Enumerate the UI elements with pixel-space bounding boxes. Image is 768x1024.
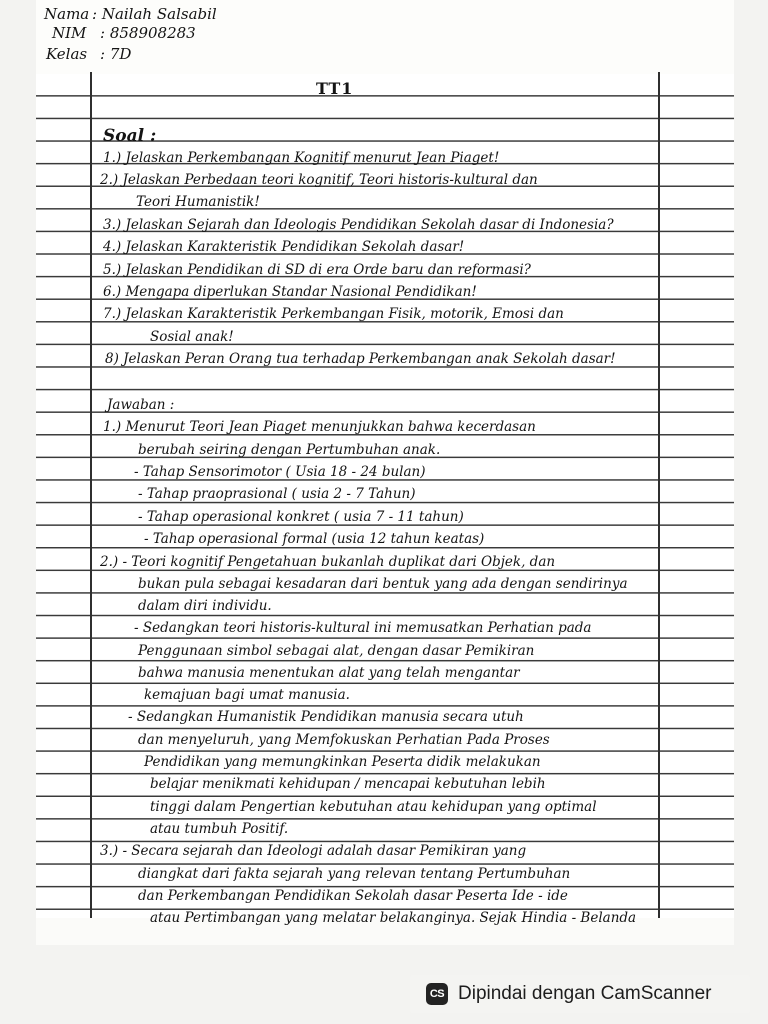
jawaban-line: tinggi dalam Pengertian kebutuhan atau kehidupan yang optimal [150,799,597,815]
jawaban-line: berubah seiring dengan Pertumbuhan anak. [138,442,441,458]
left-margin-line [90,72,92,918]
jawaban-line: - Sedangkan Humanistik Pendidikan manusia secara utuh [128,709,524,725]
jawaban-line: diangkat dari fakta sejarah yang relevan tentang Pertumbuhan [138,866,571,882]
jawaban-line: 3.) - Secara sejarah dan Ideologi adalah dasar Pemikiran yang [100,843,527,859]
jawaban-line: atau Pertimbangan yang melatar belakanginya. Sejak Hindia - Belanda [150,910,637,926]
right-margin-line [658,72,660,918]
page-title: TT1 [316,79,354,98]
soal-heading: Soal : [103,126,157,146]
jawaban-heading: Jawaban : [107,397,175,413]
soal-line: Teori Humanistik! [136,194,260,210]
soal-line: Sosial anak! [150,329,234,345]
jawaban-line: atau tumbuh Positif. [150,821,289,837]
kelas-value: : 7D [100,45,132,63]
jawaban-line: kemajuan bagi umat manusia. [144,687,350,703]
soal-line: 2.) Jelaskan Perbedaan teori kognitif, Teori historis-kultural dan [100,172,538,188]
soal-line: 8) Jelaskan Peran Orang tua terhadap Perkembangan anak Sekolah dasar! [105,351,616,367]
nim-value: : 858908283 [100,24,196,42]
jawaban-line: - Tahap operasional konkret ( usia 7 - 11 tahun) [138,509,464,525]
jawaban-line: belajar menikmati kehidupan / mencapai kebutuhan lebih [150,776,546,792]
soal-line: 3.) Jelaskan Sejarah dan Ideologis Pendidikan Sekolah dasar di Indonesia? [103,217,614,233]
jawaban-line: bukan pula sebagai kesadaran dari bentuk yang ada dengan sendirinya [138,576,628,592]
kelas-label: Kelas [46,45,88,63]
jawaban-line: bahwa manusia menentukan alat yang telah mengantar [138,665,520,681]
jawaban-line: - Tahap Sensorimotor ( Usia 18 - 24 bulan) [134,464,426,480]
soal-line: 7.) Jelaskan Karakteristik Perkembangan Fisik, motorik, Emosi dan [103,306,564,322]
jawaban-line: Pendidikan yang memungkinkan Peserta didik melakukan [144,754,541,770]
jawaban-line: Penggunaan simbol sebagai alat, dengan dasar Pemikiran [138,643,535,659]
jawaban-line: 1.) Menurut Teori Jean Piaget menunjukkan bahwa kecerdasan [103,419,536,435]
soal-line: 4.) Jelaskan Karakteristik Pendidikan Sekolah dasar! [103,239,465,255]
soal-line: 6.) Mengapa diperlukan Standar Nasional Pendidikan! [103,284,477,300]
name-value: : Nailah Salsabil [92,5,217,23]
jawaban-line: dan menyeluruh, yang Memfokuskan Perhatian Pada Proses [138,732,550,748]
jawaban-line: dalam diri individu. [138,598,272,614]
jawaban-line: - Sedangkan teori historis-kultural ini memusatkan Perhatian pada [134,620,592,636]
soal-line: 1.) Jelaskan Perkembangan Kognitif menurut Jean Piaget! [103,150,500,166]
camscanner-icon: CS [426,983,448,1005]
soal-line: 5.) Jelaskan Pendidikan di SD di era Orde baru dan reformasi? [103,262,531,278]
jawaban-line: - Tahap operasional formal (usia 12 tahun keatas) [144,531,485,547]
nim-label: NIM [52,24,87,42]
jawaban-line: 2.) - Teori kognitif Pengetahuan bukanlah duplikat dari Objek, dan [100,554,556,570]
camscanner-text: Dipindai dengan CamScanner [458,983,712,1004]
camscanner-badge [410,975,750,1013]
jawaban-line: - Tahap praoprasional ( usia 2 - 7 Tahun) [138,486,416,502]
jawaban-line: dan Perkembangan Pendidikan Sekolah dasar Peserta Ide - ide [138,888,568,904]
name-label: Nama [44,5,90,23]
